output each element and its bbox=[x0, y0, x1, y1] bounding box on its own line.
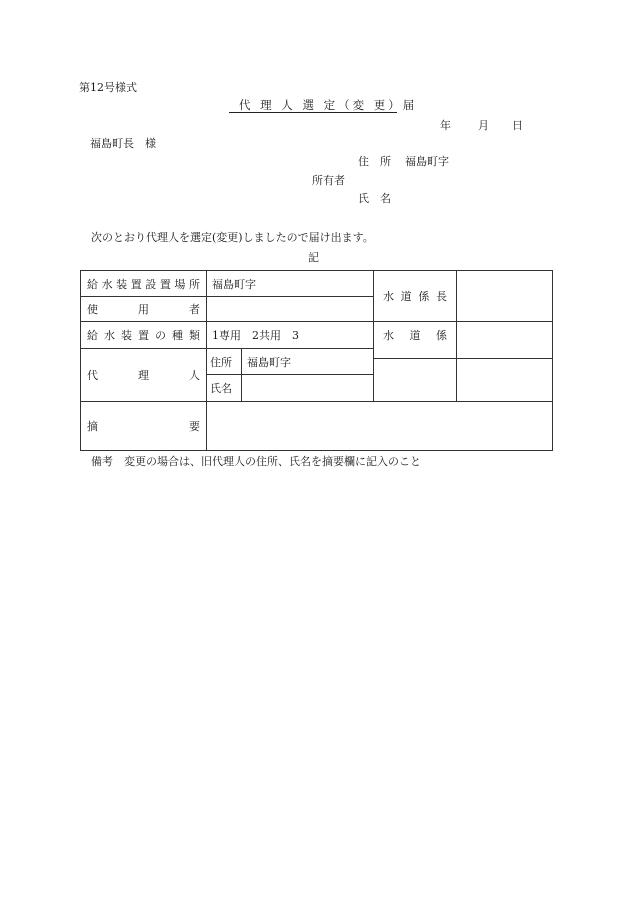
agent-address-label: 住所 bbox=[207, 349, 242, 375]
statement: 次のとおり代理人を選定(変更)しましたので届け出ます。 bbox=[91, 231, 374, 244]
staff-label bbox=[374, 322, 457, 359]
owner-name-label: 氏 名 bbox=[358, 192, 391, 205]
device-type-value: 1専用 2共用 3 bbox=[207, 322, 374, 349]
agent-name-label: 氏名 bbox=[207, 375, 242, 402]
agent-name-value bbox=[242, 375, 374, 402]
blank-right-cell bbox=[457, 359, 553, 402]
note: 備考 変更の場合は、旧代理人の住所、氏名を摘要欄に記入のこと bbox=[91, 455, 421, 468]
remarks-label-chars: 摘 要 bbox=[87, 420, 200, 433]
remarks-value bbox=[207, 402, 553, 451]
owner-address-value: 福島町字 bbox=[405, 155, 449, 168]
device-type-label bbox=[81, 322, 207, 349]
owner-role-label: 所有者 bbox=[312, 174, 345, 187]
staff-seal-cell bbox=[457, 322, 553, 359]
section-chief-seal-cell bbox=[457, 271, 553, 322]
form-title: 代 理 人 選 定（変 更）届 bbox=[239, 98, 418, 112]
title-underline bbox=[229, 112, 397, 113]
section-chief-label-chars: 水 道 係 長 bbox=[383, 290, 447, 303]
location-label-chars: 給 水 装 置 設 置 場 所 bbox=[87, 277, 200, 291]
user-label bbox=[81, 297, 207, 322]
remarks-label bbox=[81, 402, 207, 451]
date-month: 月 bbox=[478, 119, 489, 132]
device-type-label-chars: 給 水 装 置 の 種 類 bbox=[87, 329, 200, 342]
staff-label-chars: 水 道 係 bbox=[383, 329, 447, 342]
blank-mid-cell bbox=[374, 359, 457, 402]
form-number: 第12号様式 bbox=[79, 81, 137, 94]
section-chief-label bbox=[374, 271, 457, 322]
owner-address-label: 住 所 bbox=[358, 155, 391, 168]
addressee: 福島町長 様 bbox=[90, 137, 156, 150]
application-table bbox=[80, 270, 553, 451]
location-label bbox=[81, 271, 207, 297]
user-label-chars: 使 用 者 bbox=[87, 303, 200, 316]
date-year: 年 bbox=[440, 119, 451, 132]
agent-address-value: 福島町字 bbox=[242, 349, 374, 375]
date-day: 日 bbox=[512, 119, 523, 132]
ki-label: 記 bbox=[308, 251, 319, 264]
user-value bbox=[207, 297, 374, 322]
agent-label bbox=[81, 349, 207, 402]
location-value: 福島町字 bbox=[207, 271, 374, 297]
agent-label-chars: 代 理 人 bbox=[87, 369, 200, 382]
